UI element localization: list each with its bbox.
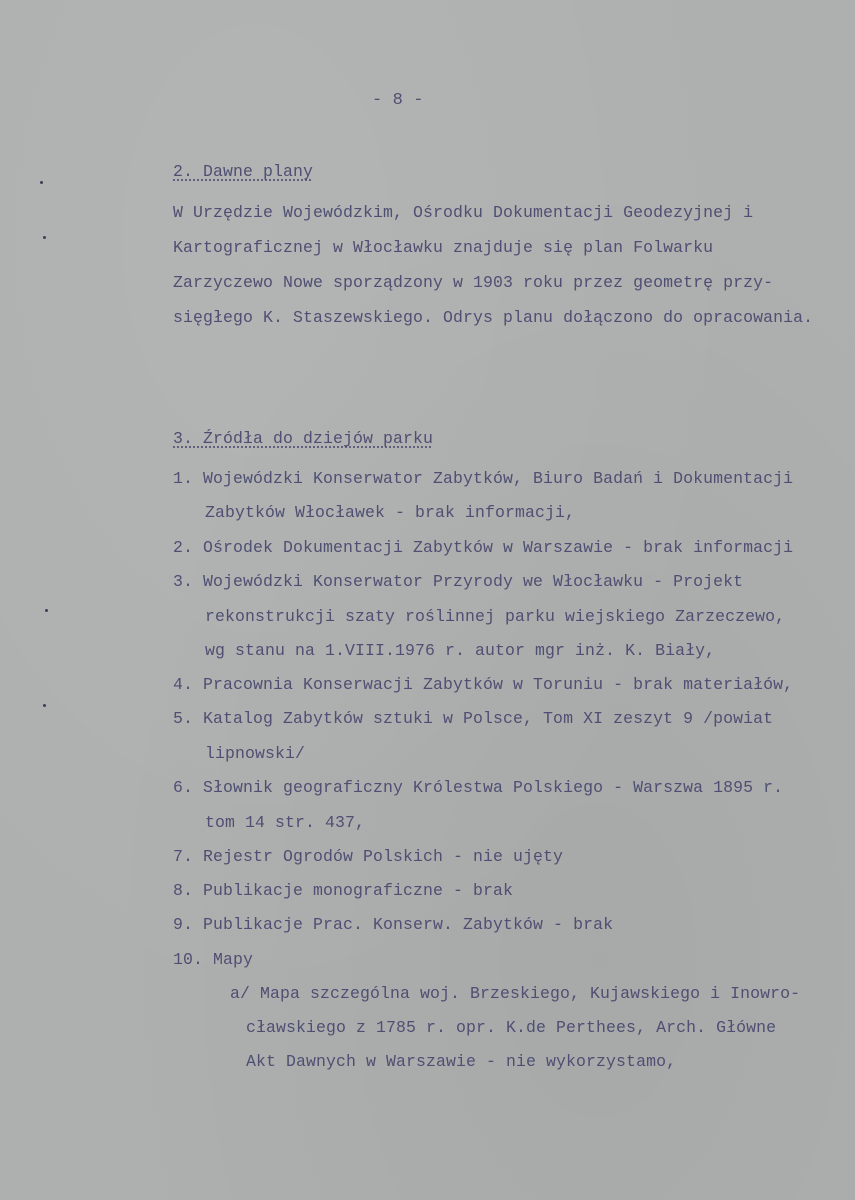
- source-item: 6. Słownik geograficzny Królestwa Polskiego - Warszwa 1895 r.: [173, 778, 784, 797]
- source-item-continuation: Zabytków Włocławek - brak informacji,: [205, 503, 576, 522]
- section-2-line: Kartograficznej w Włocławku znajduje się plan Folwarku: [173, 238, 714, 257]
- section-2-line: W Urzędzie Wojewódzkim, Ośrodku Dokumentacji Geodezyjnej i: [173, 203, 754, 222]
- source-item-continuation: rekonstrukcji szaty roślinnej parku wiejskiego Zarzeczewo,: [205, 607, 786, 626]
- map-subitem: a/ Mapa szczególna woj. Brzeskiego, Kujawskiego i Inowro-: [230, 984, 801, 1003]
- paper-speck: [43, 236, 46, 239]
- source-item-continuation: wg stanu na 1.VIII.1976 r. autor mgr inż. K. Biały,: [205, 641, 716, 660]
- paper-speck: [43, 704, 46, 707]
- source-item: 4. Pracownia Konserwacji Zabytków w Toruniu - brak materiałów,: [173, 675, 794, 694]
- source-item: 5. Katalog Zabytków sztuki w Polsce, Tom XI zeszyt 9 /powiat: [173, 709, 774, 728]
- map-subitem-continuation: Akt Dawnych w Warszawie - nie wykorzystamo,: [246, 1052, 677, 1071]
- source-item: 2. Ośrodek Dokumentacji Zabytków w Warszawie - brak informacji: [173, 538, 794, 557]
- section-2-line: sięgłego K. Staszewskiego. Odrys planu dołączono do opracowania.: [173, 308, 814, 327]
- page-number: - 8 -: [372, 91, 424, 110]
- map-subitem-continuation: cławskiego z 1785 r. opr. K.de Perthees, Arch. Główne: [246, 1018, 777, 1037]
- section-3-heading: 3. Źródła do dziejów parku: [173, 429, 434, 448]
- source-item: 1. Wojewódzki Konserwator Zabytków, Biuro Badań i Dokumentacji: [173, 469, 794, 488]
- source-item: 8. Publikacje monograficzne - brak: [173, 881, 514, 900]
- source-item-continuation: lipnowski/: [205, 744, 306, 763]
- source-item: 10. Mapy: [173, 950, 254, 969]
- section-2-heading: 2. Dawne plany: [173, 162, 314, 181]
- paper-speck: [45, 609, 48, 612]
- source-item-continuation: tom 14 str. 437,: [205, 813, 366, 832]
- paper-speck: [40, 181, 43, 184]
- source-item: 7. Rejestr Ogrodów Polskich - nie ujęty: [173, 847, 564, 866]
- source-item: 9. Publikacje Prac. Konserw. Zabytków - brak: [173, 915, 614, 934]
- section-2-line: Zarzyczewo Nowe sporządzony w 1903 roku przez geometrę przy-: [173, 273, 774, 292]
- source-item: 3. Wojewódzki Konserwator Przyrody we Włocławku - Projekt: [173, 572, 744, 591]
